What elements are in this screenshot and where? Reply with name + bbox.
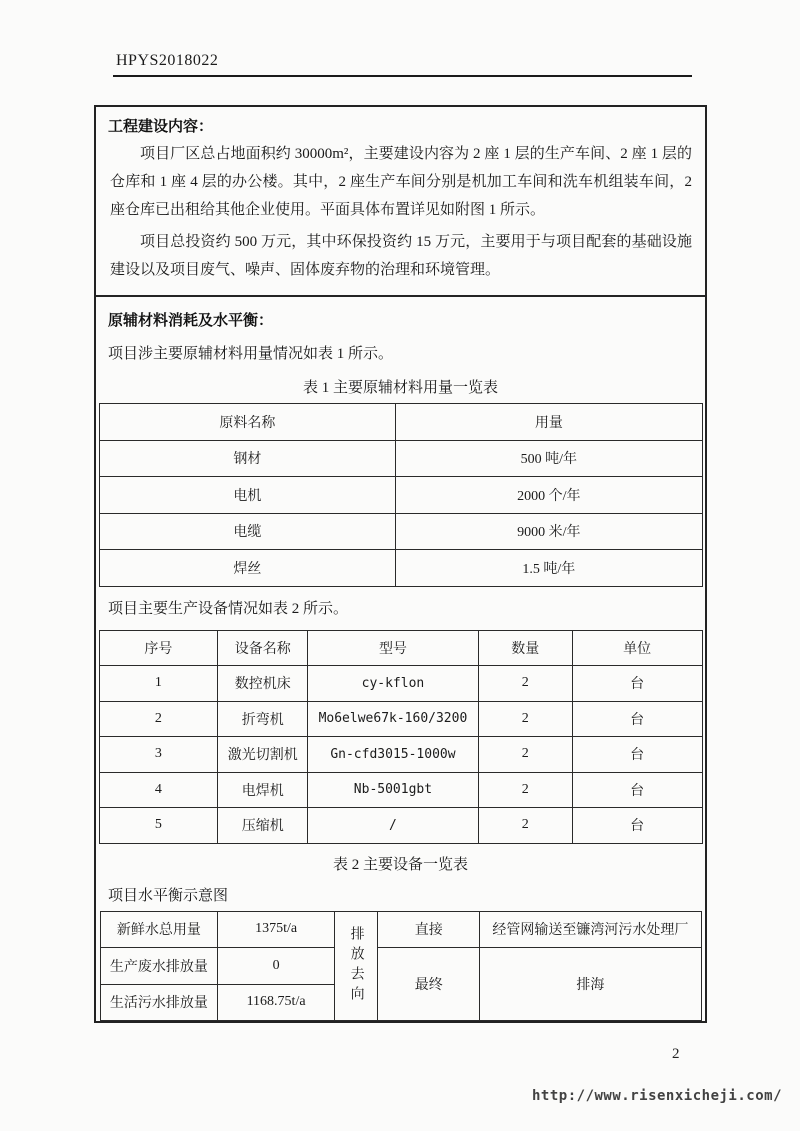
equip-unit: 台 [572,737,702,773]
column-header: 原料名称 [99,404,396,441]
equip-name: 数控机床 [218,666,308,702]
column-header: 型号 [308,630,479,666]
table-row [99,772,702,808]
equip-name: 折弯机 [218,701,308,737]
table-row [99,550,702,587]
water-label: 生活污水排放量 [100,984,218,1021]
material-usage: 2000 个/年 [396,477,702,514]
table-row [100,911,701,948]
water-balance-table [100,911,702,1022]
water-value: 0 [218,948,335,985]
table-row [99,477,702,514]
equip-qty: 2 [478,737,572,773]
equip-model: / [308,808,479,844]
discharge-final-label: 最终 [378,948,480,1021]
water-balance-title: 项目水平衡示意图 [108,887,229,904]
equip-model: Gn-cfd3015-1000w [308,737,479,773]
water-value: 1168.75t/a [218,984,335,1021]
equip-model: cy-kflon [308,666,479,702]
watermark-url: http://www.risenxicheji.com/ [532,1088,783,1104]
section-title-construction: 工程建设内容： [108,119,214,135]
construction-paragraph-2: 项目总投资约 500 万元，其中环保投资约 15 万元，主要用于与项目配套的基础设施建设以及项目废气、噪声、固体废弃物的治理和环境管理。 [110,234,692,278]
table1-caption: 表 1 主要原辅材料用量一览表 [302,380,498,396]
equip-qty: 2 [478,808,572,844]
equip-name: 激光切割机 [218,737,308,773]
column-header: 单位 [572,630,702,666]
table-row [99,513,702,550]
section-divider [96,295,705,297]
water-label: 生产废水排放量 [100,948,218,985]
water-value: 1375t/a [218,911,335,948]
materials-intro: 项目涉主要原辅材料用量情况如表 1 所示。 [108,346,394,362]
section-title-materials: 原辅材料消耗及水平衡： [108,313,274,329]
equip-unit: 台 [572,666,702,702]
equip-model: Nb-5001gbt [308,772,479,808]
discharge-direction-label: 排放去向 [334,911,377,1021]
content-box [94,105,707,1023]
table-row [99,808,702,844]
table-row [99,701,702,737]
material-name: 焊丝 [99,550,396,587]
material-name: 电机 [99,477,396,514]
discharge-final-destination: 排海 [480,948,701,1021]
table-row [99,666,702,702]
header-rule [113,75,692,77]
materials-table [99,403,703,587]
construction-paragraph-1: 项目厂区总占地面积约 30000m²，主要建设内容为 2 座 1 层的生产车间、2 座 1 层的仓库和 1 座 4 层的办公楼。其中，2 座生产车间分别是机加工车间和洗车机组装车间，2 座仓库已出租给其他企业使用。平面具体布置详见如附图 1 所示。 [110,146,692,218]
equip-name: 电焊机 [218,772,308,808]
equip-unit: 台 [572,772,702,808]
document-code: HPYS2018022 [116,52,219,69]
equip-index: 1 [99,666,218,702]
table-row [100,948,701,985]
material-name: 电缆 [99,513,396,550]
column-header: 设备名称 [218,630,308,666]
equip-index: 4 [99,772,218,808]
equipment-intro: 项目主要生产设备情况如表 2 所示。 [108,600,349,617]
discharge-direct-destination: 经管网输送至镰湾河污水处理厂 [480,911,701,948]
column-header: 序号 [99,630,218,666]
table2-caption: 表 2 主要设备一览表 [332,856,468,873]
column-header: 数量 [478,630,572,666]
table-header-row [99,630,702,666]
equipment-table [99,630,703,844]
equip-index: 3 [99,737,218,773]
material-name: 钢材 [99,440,396,477]
equip-index: 5 [99,808,218,844]
page-number: 2 [672,1046,680,1062]
table-row [99,737,702,773]
equip-model: Mo6elwe67k-160/3200 [308,701,479,737]
table-header-row [99,404,702,441]
discharge-direct-label: 直接 [378,911,480,948]
water-label: 新鲜水总用量 [100,911,218,948]
equip-unit: 台 [572,701,702,737]
material-usage: 500 吨/年 [396,440,702,477]
column-header: 用量 [396,404,702,441]
equip-qty: 2 [478,701,572,737]
equip-qty: 2 [478,666,572,702]
equip-unit: 台 [572,808,702,844]
material-usage: 1.5 吨/年 [396,550,702,587]
equip-name: 压缩机 [218,808,308,844]
material-usage: 9000 米/年 [396,513,702,550]
equip-index: 2 [99,701,218,737]
table-row [99,440,702,477]
equip-qty: 2 [478,772,572,808]
